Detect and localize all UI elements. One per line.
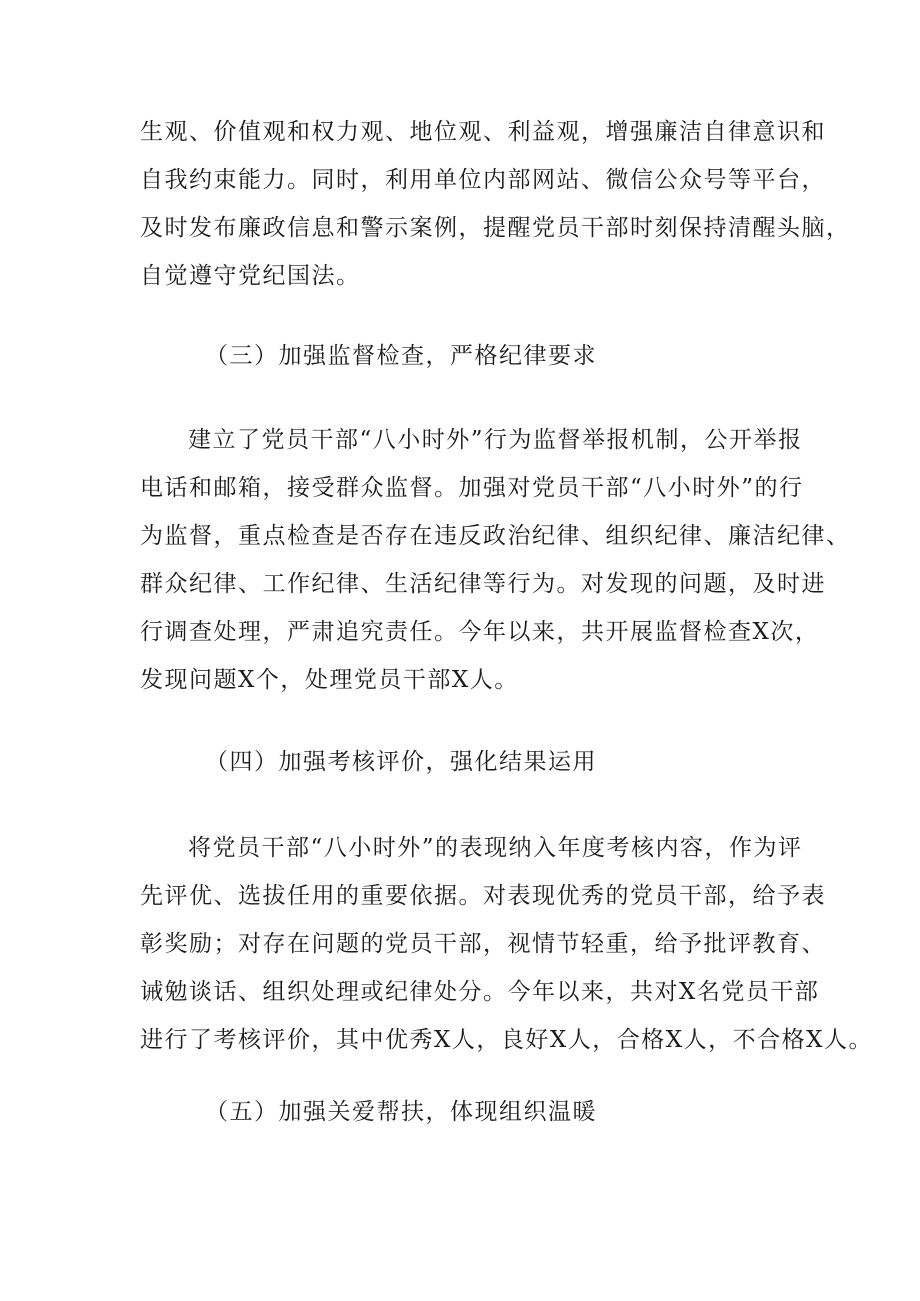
paragraph-line: 发现问题X个，处理党员干部X人。 — [140, 667, 519, 693]
paragraph-1 — [140, 108, 851, 300]
paragraph-line: 先评优、选拔任用的重要依据。对表现优秀的党员干部，给予表 — [140, 883, 826, 909]
section-heading-3: （三）加强监督检查，严格纪律要求 — [205, 343, 597, 369]
paragraph-line: 彰奖励；对存在问题的党员干部，视情节轻重，给予批评教育、 — [140, 931, 826, 957]
paragraph-line: 生观、价值观和权力观、地位观、利益观，增强廉洁自律意识和 — [140, 119, 826, 145]
paragraph-line: 诫勉谈话、组织处理或纪律处分。今年以来，共对X名党员干部 — [140, 979, 820, 1005]
section-heading-5: （五）加强关爱帮扶，体现组织温暖 — [205, 1099, 597, 1125]
paragraph-line: 将党员干部“八小时外”的表现纳入年度考核内容，作为评 — [188, 835, 803, 861]
paragraph-line: 自我约束能力。同时，利用单位内部网站、微信公众号等平台， — [140, 167, 826, 193]
paragraph-line: 自觉遵守党纪国法。 — [140, 263, 361, 289]
paragraph-line: 进行了考核评价，其中优秀X人，良好X人，合格X人，不合格X人。 — [140, 1027, 873, 1053]
paragraph-line: 行调查处理，严肃追究责任。今年以来，共开展监督检查X次， — [140, 619, 820, 645]
paragraph-line: 及时发布廉政信息和警示案例，提醒党员干部时刻保持清醒头脑， — [140, 215, 851, 241]
paragraph-line: 建立了党员干部“八小时外”行为监督举报机制，公开举报 — [188, 427, 803, 453]
paragraph-line: 电话和邮箱，接受群众监督。加强对党员干部“八小时外”的行 — [140, 475, 804, 501]
section-heading-4: （四）加强考核评价，强化结果运用 — [205, 749, 597, 775]
paragraph-3 — [140, 824, 873, 1064]
paragraph-line: 群众纪律、工作纪律、生活纪律等行为。对发现的问题，及时进 — [140, 571, 826, 597]
paragraph-2 — [140, 416, 851, 704]
paragraph-line: 为监督，重点检查是否存在违反政治纪律、组织纪律、廉洁纪律、 — [140, 523, 851, 549]
